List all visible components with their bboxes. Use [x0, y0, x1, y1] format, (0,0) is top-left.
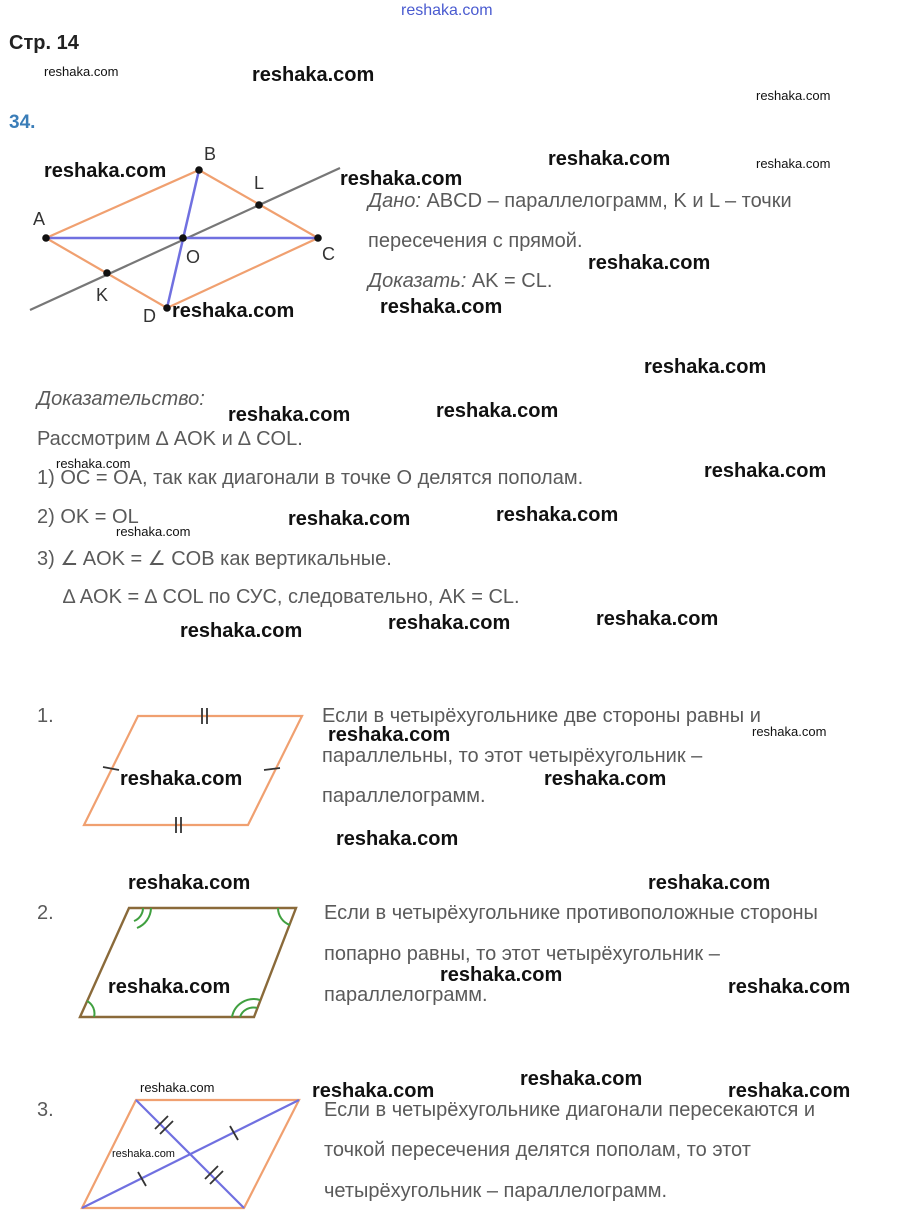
- criterion-line: параллельны, то этот четырёхугольник –: [322, 745, 703, 767]
- point-k: [103, 269, 111, 277]
- label-l: L: [254, 173, 265, 193]
- watermark: reshaka.com: [436, 400, 559, 422]
- point-o: [179, 234, 187, 242]
- given-label: Дано:: [368, 190, 421, 212]
- problem-number: 34.: [9, 112, 36, 133]
- criterion-number: 2.: [37, 902, 54, 924]
- parallelogram-figure-34: [30, 166, 340, 312]
- watermark: reshaka.com: [112, 1148, 175, 1160]
- criterion-line: параллелограмм.: [322, 785, 486, 807]
- criterion-line: четырёхугольник – параллелограмм.: [324, 1180, 668, 1202]
- watermark: reshaka.com: [120, 768, 243, 790]
- site-watermark-top: reshaka.com: [401, 2, 493, 19]
- watermark: reshaka.com: [728, 1080, 851, 1102]
- watermark: reshaka.com: [108, 976, 231, 998]
- criterion-line: Если в четырёхугольнике две стороны равны и: [322, 705, 761, 727]
- given-line-1: [368, 190, 792, 213]
- criterion-line: Если в четырёхугольнике диагонали пересекаются и: [324, 1099, 816, 1121]
- label-d: D: [143, 306, 156, 326]
- prove-label: Доказать:: [368, 270, 467, 292]
- watermark: reshaka.com: [388, 612, 511, 634]
- given-line-2: пересечения с прямой.: [368, 230, 583, 252]
- watermark: reshaka.com: [44, 64, 119, 79]
- watermark: reshaka.com: [520, 1068, 643, 1090]
- watermark: reshaka.com: [596, 608, 719, 630]
- point-l: [255, 201, 263, 209]
- point-c: [314, 234, 322, 242]
- proof-line: 1) OC = OA, так как диагонали в точке O делятся пополам.: [37, 467, 584, 489]
- watermark: reshaka.com: [336, 828, 459, 850]
- prove-text: AK = CL.: [466, 270, 553, 292]
- watermark: reshaka.com: [440, 964, 563, 986]
- page-number: Стр. 14: [9, 32, 79, 54]
- criterion-line: Если в четырёхугольнике противоположные стороны: [324, 902, 818, 924]
- point-a: [42, 234, 50, 242]
- watermark: reshaka.com: [496, 504, 619, 526]
- label-c: C: [322, 244, 335, 264]
- watermark: reshaka.com: [328, 724, 451, 746]
- label-b: B: [204, 144, 217, 164]
- watermark: reshaka.com: [140, 1080, 215, 1095]
- criterion-line: попарно равны, то этот четырёхугольник –: [324, 943, 720, 965]
- watermark: reshaka.com: [56, 456, 131, 471]
- watermark: reshaka.com: [380, 296, 503, 318]
- proof-line: Рассмотрим ∆ AOK и ∆ COL.: [37, 428, 303, 450]
- criterion-number: 3.: [37, 1099, 54, 1121]
- watermark: reshaka.com: [548, 148, 671, 170]
- watermark: reshaka.com: [644, 356, 767, 378]
- point-d: [163, 304, 171, 312]
- label-o: O: [186, 247, 201, 267]
- watermark: reshaka.com: [544, 768, 667, 790]
- watermark: reshaka.com: [704, 460, 827, 482]
- watermark: reshaka.com: [648, 872, 771, 894]
- point-b: [195, 166, 203, 174]
- watermark: reshaka.com: [228, 404, 351, 426]
- watermark: reshaka.com: [288, 508, 411, 530]
- prove-line: [368, 270, 552, 293]
- watermark: reshaka.com: [728, 976, 851, 998]
- proof-line: 3) ∠ AOK = ∠ COB как вертикальные.: [37, 548, 392, 570]
- watermark: reshaka.com: [312, 1080, 435, 1102]
- watermark: reshaka.com: [756, 156, 831, 171]
- given-text-1: ABCD – параллелограмм, K и L – точки: [420, 190, 792, 212]
- watermark: reshaka.com: [752, 724, 827, 739]
- watermark: reshaka.com: [128, 872, 251, 894]
- criterion-number: 1.: [37, 705, 54, 727]
- watermark: reshaka.com: [252, 64, 375, 86]
- watermark: reshaka.com: [340, 168, 463, 190]
- criterion-line: параллелограмм.: [324, 984, 488, 1006]
- watermark: reshaka.com: [116, 524, 191, 539]
- watermark: reshaka.com: [172, 300, 295, 322]
- watermark: reshaka.com: [180, 620, 303, 642]
- criterion-line: точкой пересечения делятся пополам, то этот: [324, 1139, 751, 1161]
- proof-line: 2) OK = OL: [37, 506, 139, 528]
- proof-conclusion: ∆ AOK = ∆ COL по СУС, следовательно, AK = CL.: [63, 586, 520, 608]
- label-k: K: [96, 285, 109, 305]
- label-a: A: [33, 209, 46, 229]
- watermark: reshaka.com: [588, 252, 711, 274]
- watermark: reshaka.com: [756, 88, 831, 103]
- parallelogram-figure-2: [80, 908, 296, 1017]
- proof-title: Доказательство:: [37, 388, 205, 410]
- watermark: reshaka.com: [44, 160, 167, 182]
